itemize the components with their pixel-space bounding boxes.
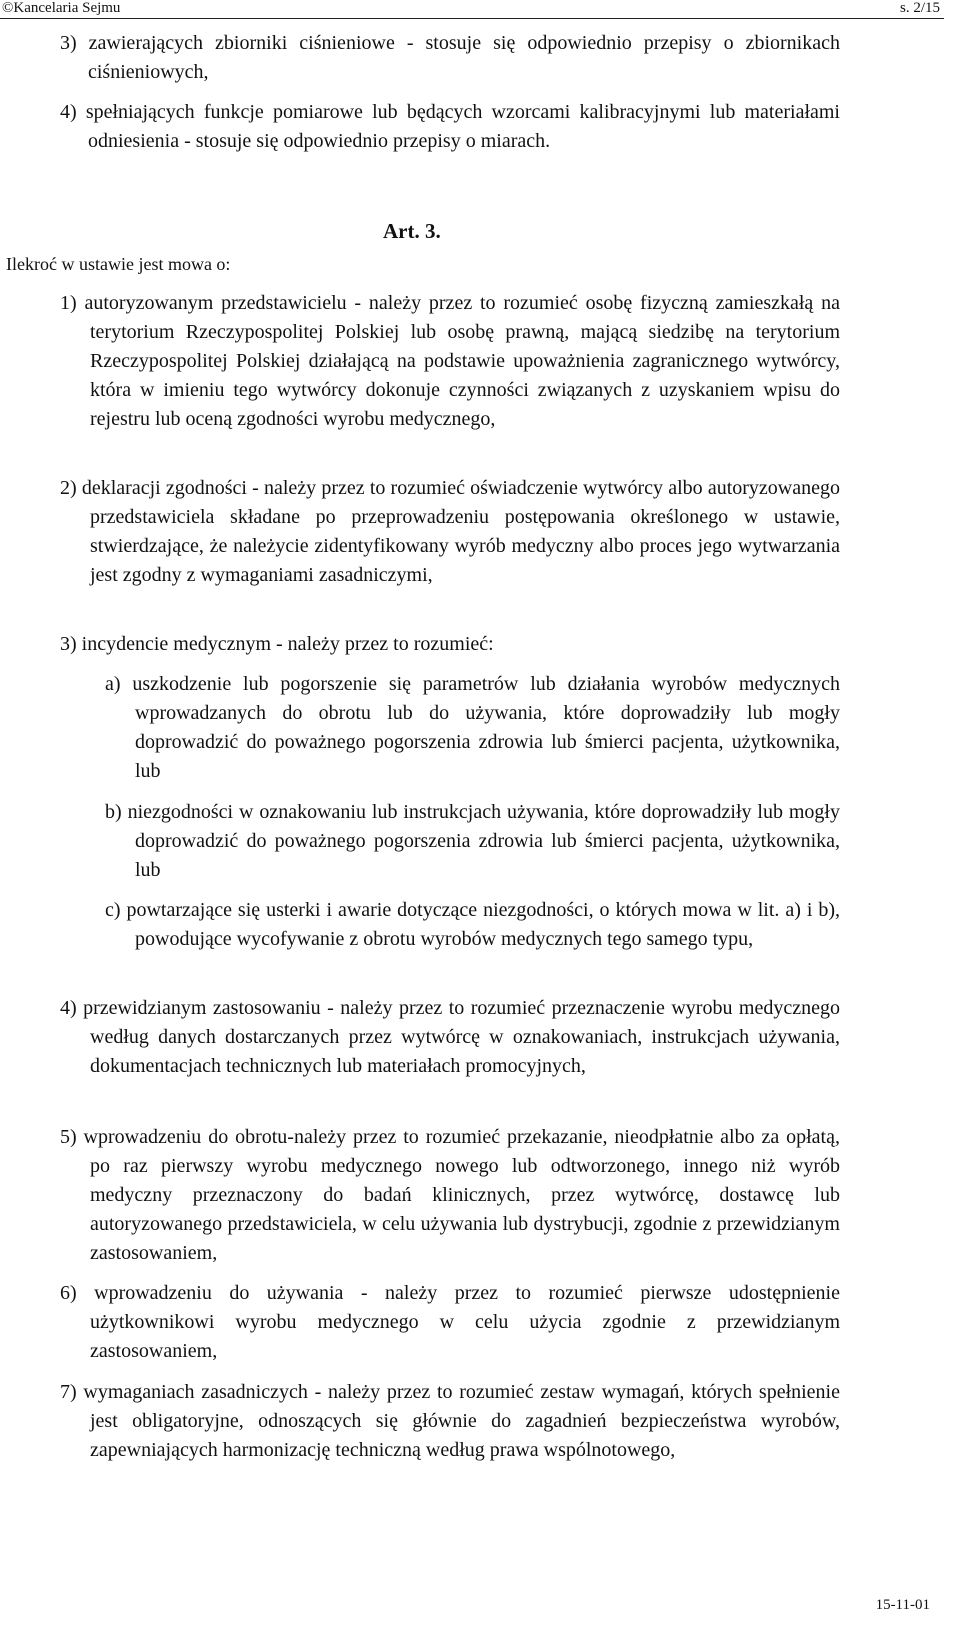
definition-item: 5) wprowadzeniu do obrotu-należy przez to rozumieć przekazanie, nieodpłatnie albo za opłatą, po raz pierwszy wyrobu medycznego nowego lub odtworzonego, innego niż wyrób medyczny przeznaczony do badań klinicznych, przez wytwórcę, dostawcę lub autoryzowanego przedstawiciela, w celu używania lub dystrybucji, zgodnie z przewidzianym zastosowaniem, xyxy=(60,1126,840,1264)
definition-subitem: a) uszkodzenie lub pogorszenie się parametrów lub działania wyrobów medycznych wprowadzanych do obrotu lub do używania, które doprowadziły lub mogły doprowadzić do poważnego pogorszenia zdrowia lub śmierci pacjenta, użytkownika, lub xyxy=(105,673,840,782)
definition-item: 4) przewidzianym zastosowaniu - należy przez to rozumieć przeznaczenie wyrobu medycznego według danych dostarczanych przez wytwórcę w oznakowaniach, instrukcjach używania, dokumentacjach technicznych lub materiałach promocyjnych, xyxy=(60,997,840,1077)
definition-subitem: b) niezgodności w oznakowaniu lub instrukcjach używania, które doprowadziły lub mogły doprowadzić do poważnego pogorszenia zdrowia lub śmierci pacjenta, użytkownika, lub xyxy=(105,801,840,881)
page-header xyxy=(0,0,944,19)
carryover-item: 4) spełniających funkcje pomiarowe lub będących wzorcami kalibracyjnymi lub materiałami odniesienia - stosuje się odpowiednio przepisy o miarach. xyxy=(60,101,840,152)
definition-item: 7) wymaganiach zasadniczych - należy przez to rozumieć zestaw wymagań, których spełnienie jest obligatoryjne, odnoszących się głównie do zagadnień bezpieczeństwa wyrobów, zapewniających harmonizację techniczną według prawa wspólnotowego, xyxy=(60,1381,840,1461)
carryover-item: 3) zawierających zbiorniki ciśnieniowe - stosuje się odpowiednio przepisy o zbiornikach ciśnieniowych, xyxy=(60,32,840,83)
definition-subitem: c) powtarzające się usterki i awarie dotyczące niezgodności, o których mowa w lit. a) i b), powodujące wycofywanie z obrotu wyrobów medycznych tego samego typu, xyxy=(105,899,840,950)
definition-item: 1) autoryzowanym przedstawicielu - należy przez to rozumieć osobę fizyczną zamieszkałą na terytorium Rzeczypospolitej Polskiej lub osobę prawną, mającą siedzibę na terytorium Rzeczypospolitej Polskiej działającą na podstawie upoważnienia zagranicznego wytwórcy, która w imieniu tego wytwórcy dokonuje czynności związanych z uzyskaniem wpisu do rejestru lub oceną zgodności wyrobu medycznego, xyxy=(60,292,840,430)
definition-item: 2) deklaracji zgodności - należy przez to rozumieć oświadczenie wytwórcy albo autoryzowanego przedstawiciela składane po przeprowadzeniu postępowania określonego w ustawie, stwierdzające, że należycie zidentyfikowany wyrób medyczny albo proces jego wytwarzania jest zgodny z wymaganiami zasadniczymi, xyxy=(60,477,840,586)
page-number: s. 2/15 xyxy=(899,0,940,16)
source-label: ©Kancelaria Sejmu xyxy=(2,0,121,16)
article-title: Art. 3. xyxy=(383,219,441,243)
definition-item: 3) incydencie medycznym - należy przez to rozumieć: xyxy=(60,633,494,655)
definition-item: 6) wprowadzeniu do używania - należy przez to rozumieć pierwsze udostępnienie użytkownikowi wyrobu medycznego w celu użycia zgodnie z przewidzianym zastosowaniem, xyxy=(60,1282,840,1362)
article-intro: Ilekroć w ustawie jest mowa o: xyxy=(6,254,231,274)
footer-date: 15-11-01 xyxy=(875,1597,930,1613)
